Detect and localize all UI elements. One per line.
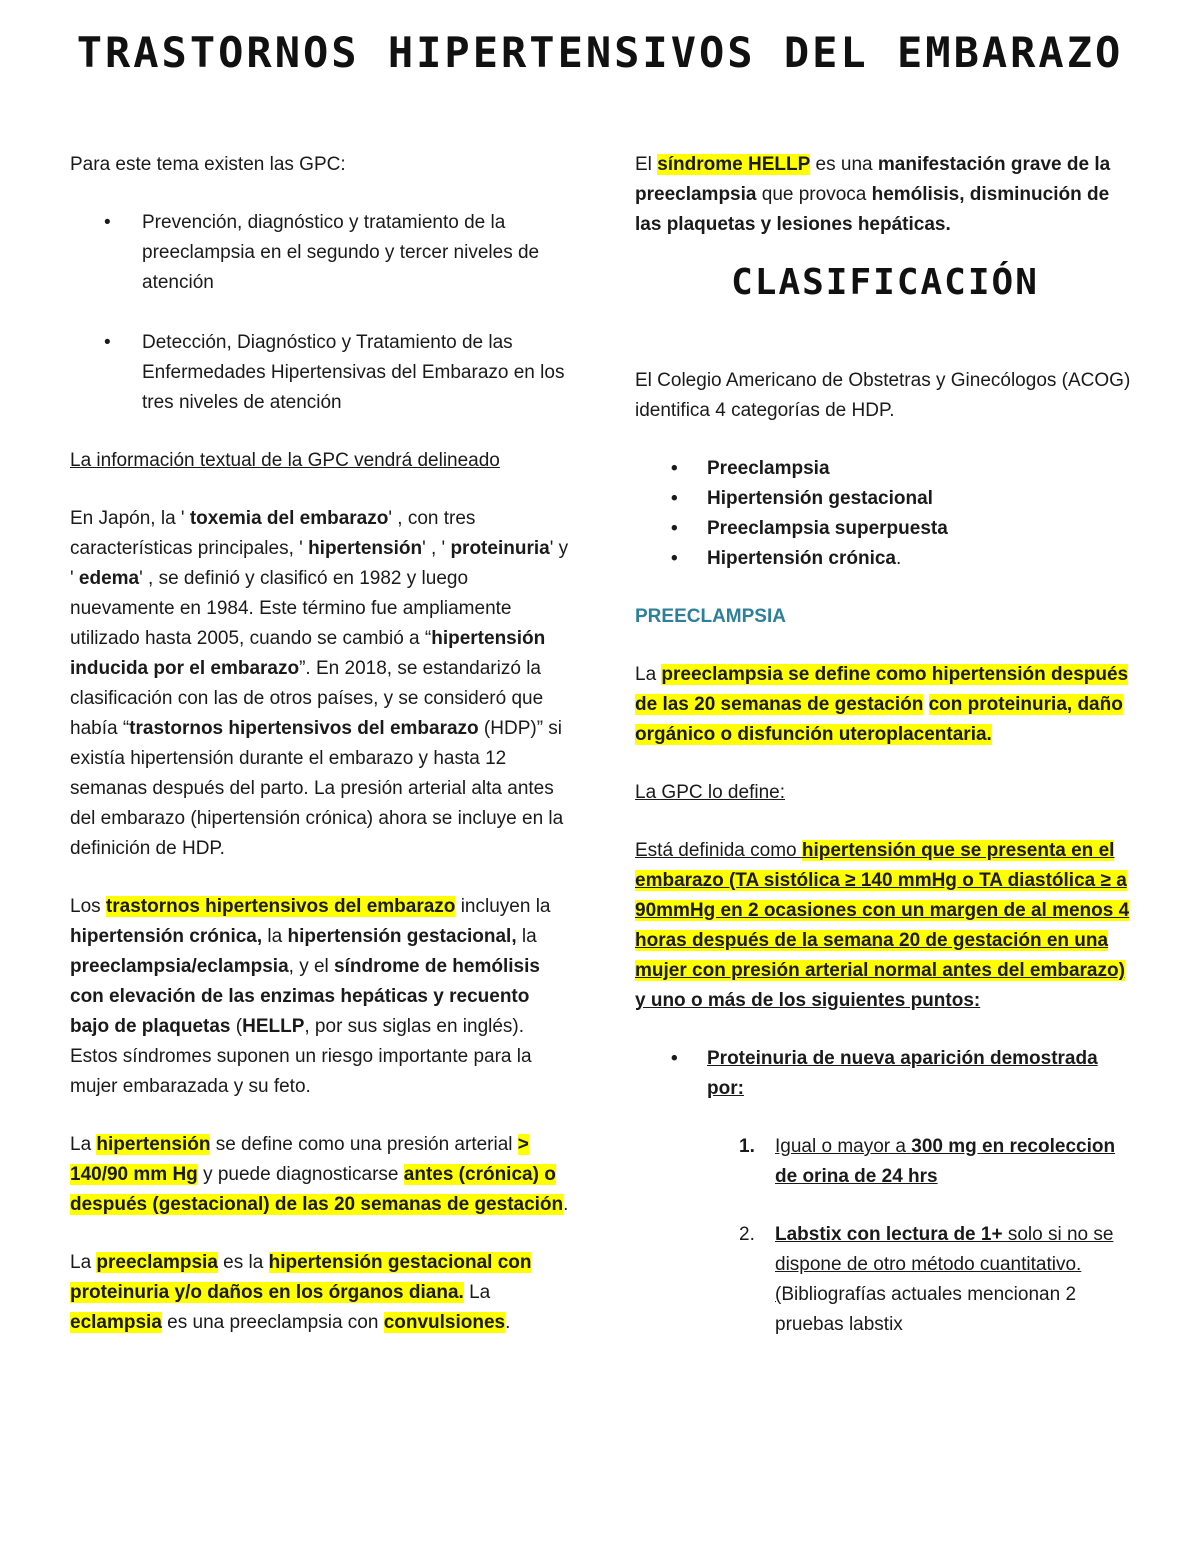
section-title-clasificacion: CLASIFICACIÓN: [731, 262, 1039, 303]
gpc-list: [70, 208, 570, 418]
paragraph-acog: El Colegio Americano de Obstetras y Ginecólogos (ACOG) identifica 4 categorías de HDP.: [635, 370, 1131, 421]
paragraph-preeclampsia: La preeclampsia es la hipertensión gestacional con proteinuria y/o daños en los órganos diana. La eclampsia es una preeclampsia con convulsiones.: [70, 1252, 532, 1333]
numbered-list: [635, 1132, 1135, 1340]
intro-text: Para este tema existen las GPC:: [70, 154, 346, 175]
numbered-item: 2. Labstix con lectura de 1+ solo si no se dispone de otro método cuantitativo. (Bibliografías actuales mencionan 2 pruebas labstix: [739, 1224, 1114, 1335]
heading-preeclampsia: PREECLAMPSIA: [635, 606, 786, 627]
category-item: • Hipertensión gestacional: [635, 484, 1135, 514]
gpc-note: La información textual de la GPC vendrá delineado: [70, 450, 500, 471]
page-title: TRASTORNOS HIPERTENSIVOS DEL EMBARAZO: [76, 28, 1124, 77]
criteria-item: • Proteinuria de nueva aparición demostrada por:: [635, 1044, 1135, 1104]
categories-list: [635, 454, 1135, 574]
paragraph-definition: La preeclampsia se define como hipertensión después de las 20 semanas de gestación con proteinuria, daño orgánico o disfunción uteroplacentaria.: [635, 664, 1129, 745]
numbered-item: 1. Igual o mayor a 300 mg en recoleccion de orina de 24 hrs: [739, 1136, 1116, 1187]
gpc-item: • Prevención, diagnóstico y tratamiento de la preeclampsia en el segundo y tercer niveles de atención: [70, 208, 570, 298]
gpc-item: • Detección, Diagnóstico y Tratamiento de las Enfermedades Hipertensivas del Embarazo en los tres niveles de atención: [70, 328, 570, 418]
left-column: [70, 150, 570, 1366]
paragraph-japan: En Japón, la ' toxemia del embarazo' , con tres características principales, ' hipertensión' , ' proteinuria' y ' edema' , se definió y clasificó en 1982 y luego nuevamente en 1984. Este término fue ampliamente utilizado hasta 2005, cuando se cambió a “hipertensión inducida por el embarazo”. En 2018, se estandarizó la clasificación con las de otros países, y se consideró que había “trastornos hipertensivos del embarazo (HDP)” si existía hipertensión durante el embarazo y hasta 12 semanas después del parto. La presión arterial alta antes del embarazo (hipertensión crónica) ahora se incluye en la definición de HDP.: [70, 508, 569, 859]
category-item: • Preeclampsia: [635, 454, 1135, 484]
gpc-define-label: La GPC lo define:: [635, 782, 785, 803]
paragraph-gpc-definition: Está definida como hipertensión que se presenta en el embarazo (TA sistólica ≥ 140 mmHg o TA diastólica ≥ a 90mmHg en 2 ocasiones con un margen de al menos 4 horas después de la semana 20 de gestación en una mujer con presión arterial normal antes del embarazo) y uno o más de los siguientes puntos:: [635, 840, 1130, 1011]
paragraph-hdp: Los trastornos hipertensivos del embarazo incluyen la hipertensión crónica, la hipertensión gestacional, la preeclampsia/eclampsia, y el síndrome de hemólisis con elevación de las enzimas hepáticas y recuento bajo de plaquetas (HELLP, por sus siglas en inglés). Estos síndromes suponen un riesgo importante para la mujer embarazada y su feto.: [70, 896, 551, 1097]
paragraph-hellp: El síndrome HELLP es una manifestación grave de la preeclampsia que provoca hemólisis, disminución de las plaquetas y lesiones hepáticas.: [635, 154, 1111, 235]
criteria-list: [635, 1044, 1135, 1104]
paragraph-hipertension: La hipertensión se define como una presión arterial > 140/90 mm Hg y puede diagnosticarse antes (crónica) o después (gestacional) de las 20 semanas de gestación.: [70, 1134, 569, 1215]
category-item: • Hipertensión crónica.: [635, 544, 1135, 574]
right-column: [635, 150, 1135, 1368]
category-item: • Preeclampsia superpuesta: [635, 514, 1135, 544]
